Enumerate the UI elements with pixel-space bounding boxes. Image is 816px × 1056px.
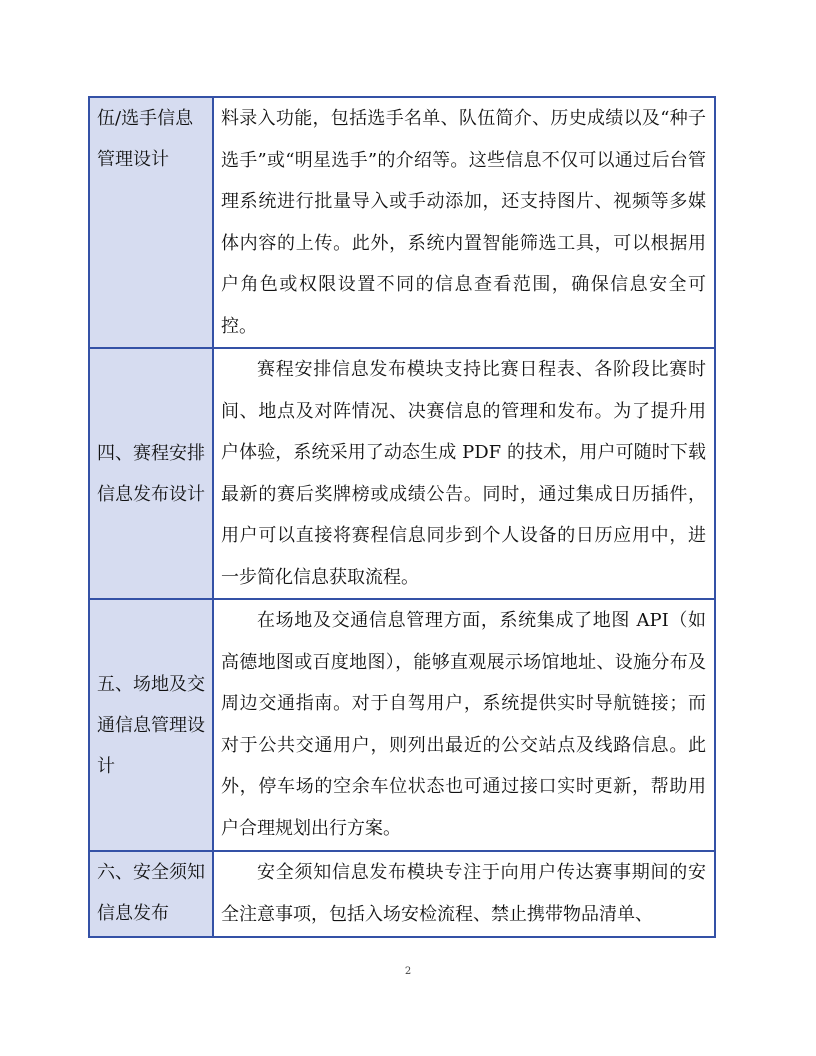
table-row <box>89 599 715 851</box>
row-content-cell <box>213 599 715 851</box>
row-label-cell <box>89 599 213 851</box>
row-content-cell <box>213 851 715 937</box>
table-row <box>89 851 715 937</box>
document-table <box>88 96 716 938</box>
row-label-cell <box>89 348 213 599</box>
row-content: 在场地及交通信息管理方面，系统集成了地图 API（如高德地图或百度地图），能够直观展示场馆地址、设施分布及周边交通指南。对于自驾用户，系统提供实时导航链接；而对于公共交通用户，则列出最近的公交站点及线路信息。此外，停车场的空余车位状态也可通过接口实时更新，帮助用户合理规划出行方案。 <box>221 610 706 839</box>
row-label: 五、场地及交通信息管理设计 <box>97 673 205 777</box>
row-content: 安全须知信息发布模块专注于向用户传达赛事期间的安全注意事项，包括入场安检流程、禁止携带物品清单、 <box>221 862 706 925</box>
row-content: 料录入功能，包括选手名单、队伍简介、历史成绩以及“种子选手”或“明星选手”的介绍等。这些信息不仅可以通过后台管理系统进行批量导入或手动添加，还支持图片、视频等多媒体内容的上传。此外，系统内置智能筛选工具，可以根据用户角色或权限设置不同的信息查看范围，确保信息安全可控。 <box>221 108 706 337</box>
table-row <box>89 97 715 348</box>
row-label: 四、赛程安排信息发布设计 <box>97 442 205 505</box>
row-content-cell <box>213 97 715 348</box>
row-label: 伍/选手信息管理设计 <box>97 108 194 170</box>
row-label-cell <box>89 97 213 348</box>
page-number: 2 <box>404 966 412 977</box>
row-label-cell <box>89 851 213 937</box>
row-label: 六、安全须知信息发布 <box>97 862 205 924</box>
table-row <box>89 348 715 599</box>
row-content: 赛程安排信息发布模块支持比赛日程表、各阶段比赛时间、地点及对阵情况、决赛信息的管理和发布。为了提升用户体验，系统采用了动态生成 PDF 的技术，用户可随时下载最新的赛后奖牌榜或成绩公告。同时，通过集成日历插件，用户可以直接将赛程信息同步到个人设备的日历应用中，进一步简化信息获取流程。 <box>221 359 706 588</box>
row-content-cell <box>213 348 715 599</box>
